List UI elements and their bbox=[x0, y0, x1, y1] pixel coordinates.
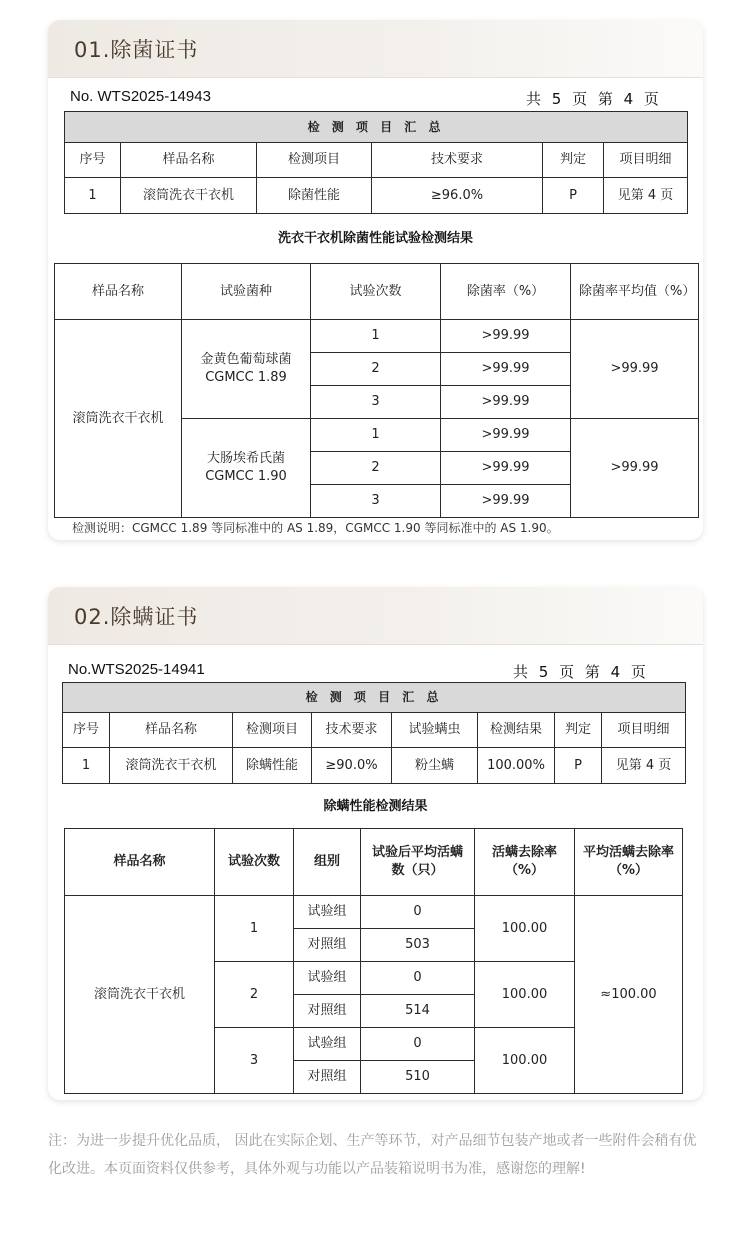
run-number: 3 bbox=[311, 386, 441, 419]
strain-cell bbox=[182, 419, 311, 518]
header-cell: 试验菌种 bbox=[182, 264, 311, 320]
run-number: 1 bbox=[311, 419, 441, 452]
antibacterial-certificate-card bbox=[48, 20, 703, 540]
table-row bbox=[55, 320, 699, 353]
anti-mite-result-table bbox=[64, 828, 683, 1094]
removal-rate: >99.99 bbox=[441, 485, 571, 518]
strain-name: 大肠埃希氏菌 bbox=[206, 451, 285, 467]
header-cell: 序号 bbox=[63, 713, 110, 748]
removal-rate: >99.99 bbox=[441, 320, 571, 353]
header-cell: 样品名称 bbox=[121, 143, 257, 178]
removal-rate: >99.99 bbox=[441, 353, 571, 386]
sample-name-cell: 滚筒洗衣干衣机 bbox=[65, 896, 215, 1094]
table-cell: ≥90.0% bbox=[312, 748, 392, 784]
header-cell: 样品名称 bbox=[55, 264, 182, 320]
header-cell: 技术要求 bbox=[372, 143, 543, 178]
summary-caption: 检 测 项 目 汇 总 bbox=[63, 683, 686, 713]
strain-code: CGMCC 1.89 bbox=[205, 370, 287, 385]
header-cell: 除菌率（%） bbox=[441, 264, 571, 320]
group-label: 对照组 bbox=[294, 929, 361, 962]
header-cell: 判定 bbox=[543, 143, 604, 178]
removal-rate: 100.00 bbox=[475, 962, 575, 1028]
result-title: 除螨性能检测结果 bbox=[323, 799, 428, 814]
run-number: 2 bbox=[311, 353, 441, 386]
table-cell: 粉尘螨 bbox=[392, 748, 478, 784]
test-summary-table bbox=[62, 682, 686, 784]
group-label: 试验组 bbox=[294, 896, 361, 929]
run-number: 1 bbox=[311, 320, 441, 353]
header-cell: 试验次数 bbox=[215, 829, 294, 896]
header-cell: 组别 bbox=[294, 829, 361, 896]
sample-name-cell: 滚筒洗衣干衣机 bbox=[55, 320, 182, 518]
test-note: 检测说明：CGMCC 1.89 等同标准中的 AS 1.89，CGMCC 1.90 等同标准中的 AS 1.90。 bbox=[72, 521, 559, 535]
table-cell: 见第 4 页 bbox=[602, 748, 686, 784]
run-number: 2 bbox=[215, 962, 294, 1028]
table-cell: P bbox=[555, 748, 602, 784]
removal-rate: 100.00 bbox=[475, 896, 575, 962]
table-cell: 1 bbox=[63, 748, 110, 784]
average-rate: >99.99 bbox=[571, 419, 699, 518]
antibacterial-result-table bbox=[54, 263, 699, 518]
removal-rate: >99.99 bbox=[441, 386, 571, 419]
header-cell: 技术要求 bbox=[312, 713, 392, 748]
table-cell: 100.00% bbox=[478, 748, 555, 784]
table-cell: 1 bbox=[65, 178, 121, 214]
run-number: 2 bbox=[311, 452, 441, 485]
header-cell: 检测项目 bbox=[257, 143, 372, 178]
section-header bbox=[48, 587, 703, 645]
header-cell: 平均活螨去除率（%） bbox=[575, 829, 683, 896]
page-indicator: 共 5 页 第 4 页 bbox=[526, 90, 662, 108]
group-label: 对照组 bbox=[294, 995, 361, 1028]
header-cell: 试验后平均活螨数（只） bbox=[361, 829, 475, 896]
strain-code: CGMCC 1.90 bbox=[205, 469, 287, 484]
average-rate: ≈100.00 bbox=[575, 896, 683, 1094]
table-cell: 滚筒洗衣干衣机 bbox=[121, 178, 257, 214]
test-summary-table bbox=[64, 111, 688, 214]
anti-mite-certificate-card bbox=[48, 587, 703, 1100]
report-number: No.WTS2025-14941 bbox=[68, 661, 205, 678]
removal-rate: 100.00 bbox=[475, 1028, 575, 1094]
table-cell: 除菌性能 bbox=[257, 178, 372, 214]
header-cell: 检测结果 bbox=[478, 713, 555, 748]
run-number: 3 bbox=[311, 485, 441, 518]
header-cell: 除菌率平均值（%） bbox=[571, 264, 699, 320]
run-number: 1 bbox=[215, 896, 294, 962]
mite-count: 0 bbox=[361, 962, 475, 995]
section-title: 02.除螨证书 bbox=[74, 604, 199, 629]
result-title: 洗衣干衣机除菌性能试验检测结果 bbox=[277, 231, 473, 246]
page-indicator: 共 5 页 第 4 页 bbox=[513, 663, 649, 681]
removal-rate: >99.99 bbox=[441, 419, 571, 452]
strain-cell bbox=[182, 320, 311, 419]
mite-count: 514 bbox=[361, 995, 475, 1028]
table-row bbox=[65, 178, 688, 214]
mite-count: 503 bbox=[361, 929, 475, 962]
table-row bbox=[63, 748, 686, 784]
group-label: 试验组 bbox=[294, 962, 361, 995]
table-row bbox=[65, 896, 683, 929]
header-cell: 试验螨虫 bbox=[392, 713, 478, 748]
table-cell: P bbox=[543, 178, 604, 214]
header-cell: 检测项目 bbox=[233, 713, 312, 748]
header-cell: 活螨去除率（%） bbox=[475, 829, 575, 896]
table-cell: 滚筒洗衣干衣机 bbox=[110, 748, 233, 784]
header-cell: 样品名称 bbox=[65, 829, 215, 896]
header-cell: 项目明细 bbox=[602, 713, 686, 748]
section-header bbox=[48, 20, 703, 78]
group-label: 试验组 bbox=[294, 1028, 361, 1061]
header-cell: 序号 bbox=[65, 143, 121, 178]
removal-rate: >99.99 bbox=[441, 452, 571, 485]
header-cell: 样品名称 bbox=[110, 713, 233, 748]
header-cell: 项目明细 bbox=[604, 143, 688, 178]
disclaimer-note: 注：为进一步提升优化品质， 因此在实际企划、生产等环节，对产品细节包装产地或者一些附件会稍有优化改进。本页面资料仅供参考，具体外观与功能以产品装箱说明书为准，感谢您的理解! bbox=[48, 1133, 697, 1177]
table-cell: ≥96.0% bbox=[372, 178, 543, 214]
table-cell: 除螨性能 bbox=[233, 748, 312, 784]
header-cell: 判定 bbox=[555, 713, 602, 748]
average-rate: >99.99 bbox=[571, 320, 699, 419]
table-cell: 见第 4 页 bbox=[604, 178, 688, 214]
mite-count: 0 bbox=[361, 896, 475, 929]
header-cell: 试验次数 bbox=[311, 264, 441, 320]
report-number: No. WTS2025-14943 bbox=[70, 88, 211, 105]
mite-count: 510 bbox=[361, 1061, 475, 1094]
group-label: 对照组 bbox=[294, 1061, 361, 1094]
strain-name: 金黄色葡萄球菌 bbox=[200, 352, 292, 368]
summary-caption: 检 测 项 目 汇 总 bbox=[65, 112, 688, 143]
section-title: 01.除菌证书 bbox=[74, 37, 199, 62]
mite-count: 0 bbox=[361, 1028, 475, 1061]
run-number: 3 bbox=[215, 1028, 294, 1094]
